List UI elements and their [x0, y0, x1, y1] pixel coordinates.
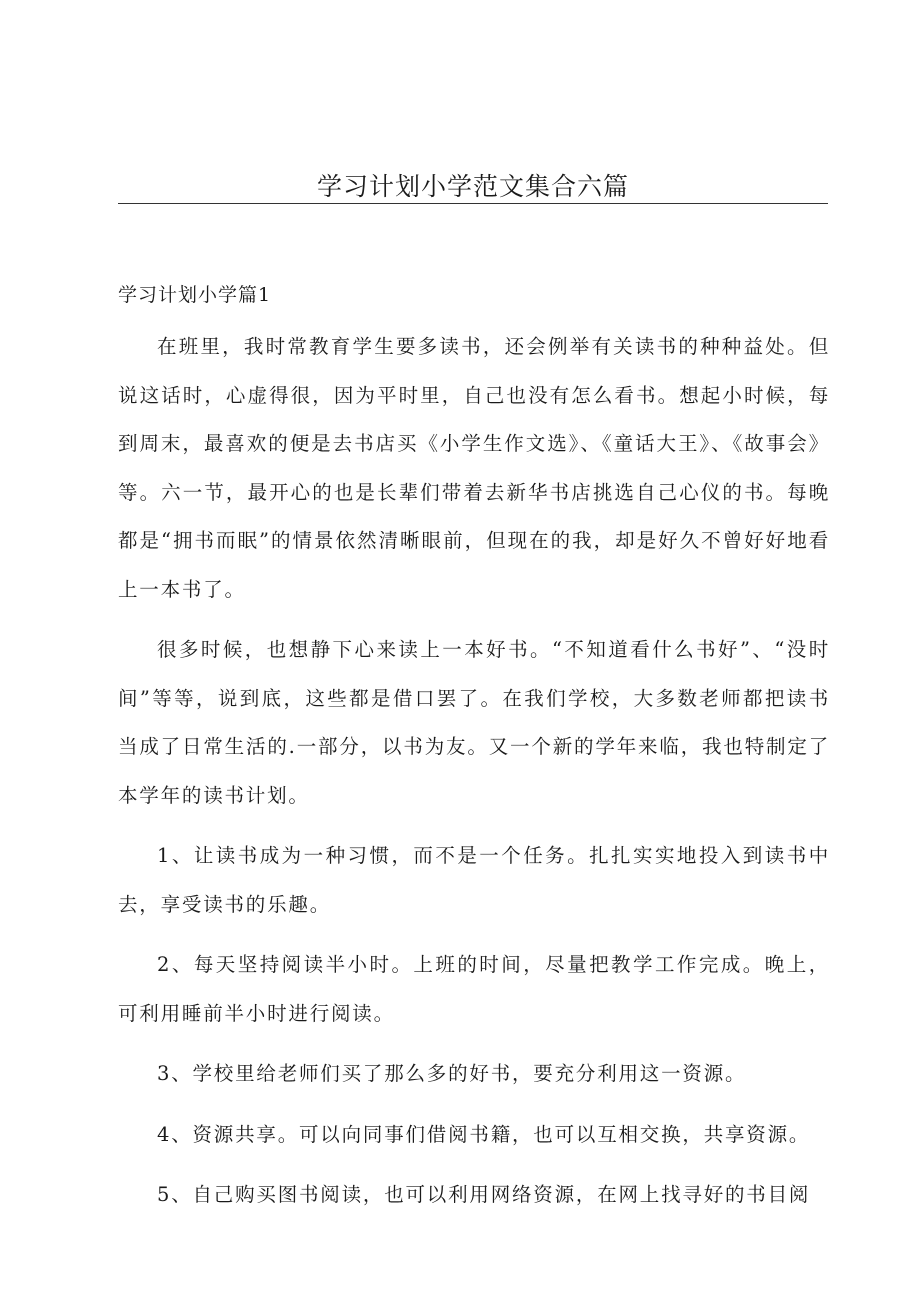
paragraph-item-5: 5、自己购买图书阅读，也可以利用网络资源，在网上找寻好的书目阅	[157, 1183, 811, 1206]
paragraph-item-2: 2、每天坚持阅读半小时。上班的时间，尽量把教学工作完成。晚上，可利用睡前半小时进行阅读。	[118, 953, 830, 1025]
title-underline	[118, 203, 828, 204]
paragraph-intro: 在班里，我时常教育学生要多读书，还会例举有关读书的种种益处。但说这话时，心虚得很，因为平时里，自己也没有怎么看书。想起小时候，每到周末，最喜欢的便是去书店买《小学生作文选》、《童话大王》、《故事会》等。六一节，最开心的也是长辈们带着去新华书店挑选自己心仪的书。每晚都是“拥书而眠”的情景依然清晰眼前，但现在的我，却是好久不曾好好地看上一本书了。	[118, 335, 830, 601]
section-heading: 学习计划小学篇1	[118, 284, 272, 306]
paragraph-item-1: 1、让读书成为一种习惯，而不是一个任务。扎扎实实地投入到读书中去，享受读书的乐趣。	[118, 844, 830, 916]
paragraph-plan-intro: 很多时候，也想静下心来读上一本好书。“不知道看什么书好”、“没时间”等等，说到底，这些都是借口罢了。在我们学校，大多数老师都把读书当成了日常生活的.一部分，以书为友。又一个新的学年来临，我也特制定了本学年的读书计划。	[118, 638, 830, 807]
paragraph-item-3: 3、学校里给老师们买了那么多的好书，要充分利用这一资源。	[157, 1062, 747, 1085]
document-body	[118, 323, 830, 1232]
paragraph-item-4: 4、资源共享。可以向同事们借阅书籍，也可以互相交换，共享资源。	[157, 1122, 811, 1146]
document-title: 学习计划小学范文集合六篇	[316, 172, 629, 201]
